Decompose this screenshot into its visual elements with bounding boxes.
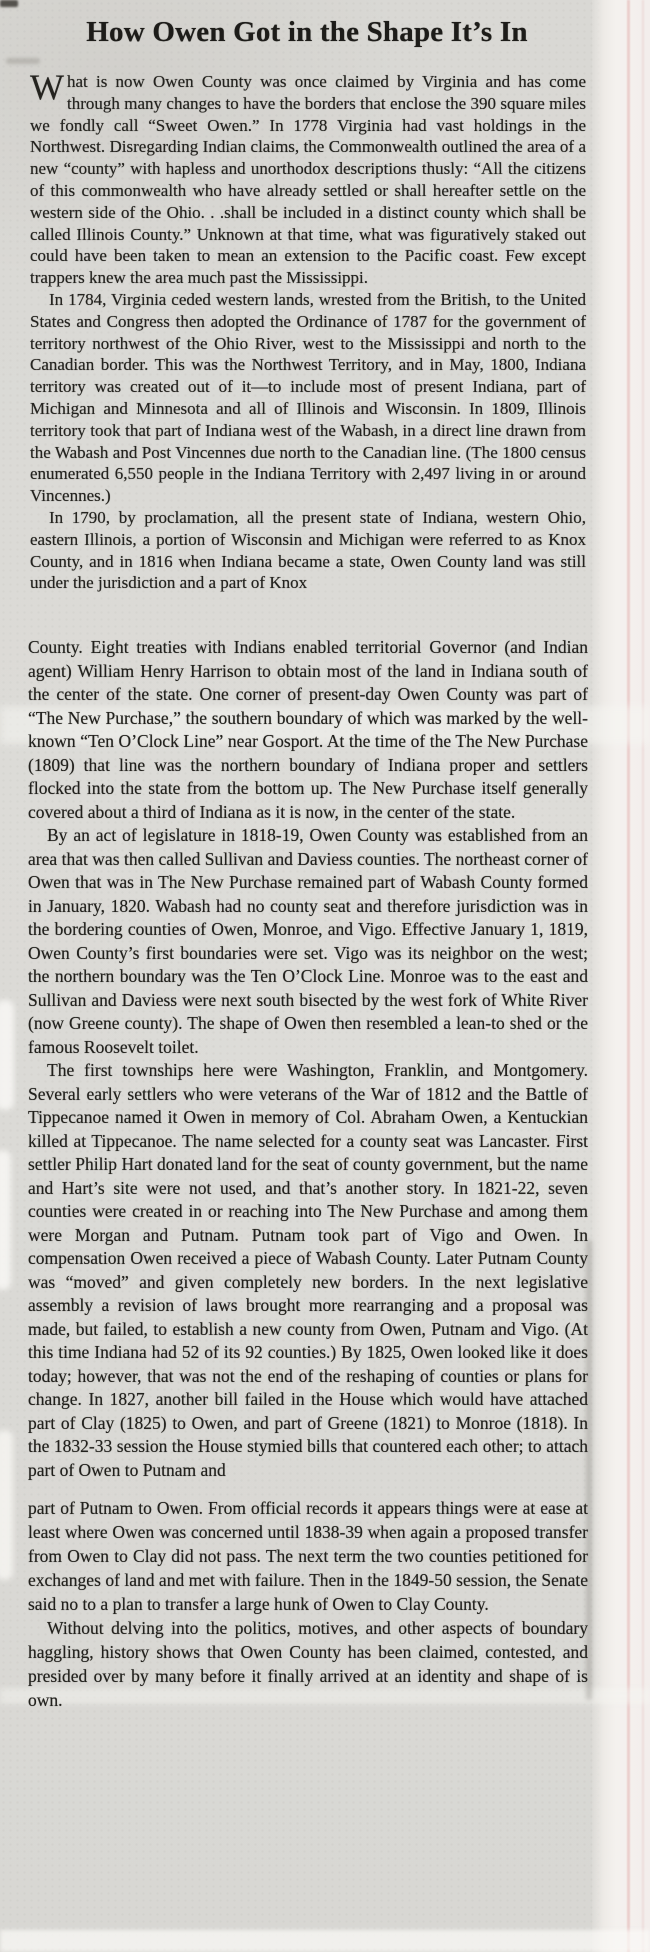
scan-segment-3	[28, 1496, 588, 1712]
paragraph: In 1784, Virginia ceded western lands, wrested from the British, to the United States and Congress then adopted the Ordinance of 1787 for the government of territory northwest of the Ohio River, west to the Mississippi and north to the Canadian border. This was the Northwest Territory, and in May, 1800, Indiana territory was created out of it—to include most of present Indiana, part of Michigan and Minnesota and all of Illinois and Wisconsin. In 1809, Illinois territory took that part of Indiana west of the Wabash, in a direct line drawn from the Wabash and Post Vincennes due north to the Canadian line. (The 1800 census enumerated 6,550 people in the Indiana Territory with 2,497 living in or around Vincennes.)	[30, 289, 586, 506]
scan-segment-1	[30, 67, 586, 594]
scan-segment-2	[28, 636, 588, 1482]
paragraph: What is now Owen County was once claimed by Virginia and has come through many changes to have the borders that enclose the 390 square miles we fondly call “Sweet Owen.” In 1778 Virginia had vast holdings in the Northwest. Disregarding Indian claims, the Commonwealth outlined the area of a new “county” with hapless and unorthodox descriptions thusly: “All the citizens of this commonwealth who have already settled or shall hereafter settle on the western side of the Ohio. . .shall be included in a distinct county which shall be called Illinois County.” Unknown at that time, what was figuratively staked out could have been taken to mean an extension to the Pacific coast. Few except trappers knew the area much past the Mississippi.	[30, 67, 586, 288]
page-title: How Owen Got in the Shape It’s In	[86, 16, 528, 48]
paragraph: The first townships here were Washington, Franklin, and Montgomery. Several early settlers who were veterans of the War of 1812 and the Battle of Tippecanoe named it Owen in memory of Col. Abraham Owen, a Kentuckian killed at Tippecanoe. The name selected for a county seat was Lancaster. First settler Philip Hart donated land for the seat of county government, but the name and Hart’s site were not used, and that’s another story. In 1821-22, seven counties were created in or reaching into The New Purchase and among them were Morgan and Putnam. Putnam took part of Vigo and Owen. In compensation Owen received a piece of Wabash County. Later Putnam County was “moved” and given completely new borders. In the next legislative assembly a revision of laws brought more rearranging and a proposal was made, but failed, to establish a new county from Owen, Putnam and Vigo. (At this time Indiana had 52 of its 92 counties.) By 1825, Owen looked like it does today; however, that was not the end of the reshaping of counties or plans for change. In 1827, another bill failed in the House which would have attached part of Clay (1825) to Owen, and part of Greene (1821) to Monroe (1818). In the 1832-33 session the House stymied bills that countered each other; to attach part of Owen to Putnam and	[28, 1060, 588, 1480]
paragraph: In 1790, by proclamation, all the present state of Indiana, western Ohio, eastern Illinois, a portion of Wisconsin and Michigan were referred to as Knox County, and in 1816 when Indiana became a state, Owen County land was still under the jurisdiction and a part of Knox	[30, 507, 586, 593]
paragraph: part of Putnam to Owen. From official records it appears things were at ease at least where Owen was concerned until 1838-39 when again a proposed transfer from Owen to Clay did not pass. The next term the two counties petitioned for exchanges of land and met with failure. Then in the 1849-50 session, the Senate said no to a plan to transfer a large hunk of Owen to Clay County.	[28, 1498, 588, 1615]
scan-blotch	[0, 1930, 650, 1952]
paragraph: By an act of legislature in 1818-19, Owen County was established from an area that was then called Sullivan and Daviess counties. The northeast corner of Owen that was in The New Purchase remained part of Wabash County formed in January, 1820. Wabash had no county seat and therefore jurisdiction was in the bordering counties of Owen, Monroe, and Vigo. Effective January 1, 1819, Owen County’s first boundaries were set. Vigo was its neighbor on the west; the northern boundary was the Ten O’Clock Line. Monroe was to the east and Sullivan and Daviess were next south bisected by the west fork of White River (now Greene county). The shape of Owen then resembled a lean-to shed or the famous Roosevelt toilet.	[28, 825, 588, 1057]
paragraph: County. Eight treaties with Indians enabled territorial Governor (and Indian agent) William Henry Harrison to obtain most of the land in Indiana south of the center of the state. One corner of present-day Owen County was part of “The New Purchase,” the southern boundary of which was marked by the well-known “Ten O’Clock Line” near Gosport. At the time of the The New Purchase (1809) that line was the northern boundary of Indiana proper and settlers flocked into the state from the bottom up. The New Purchase itself generally covered about a third of Indiana as it is now, in the center of the state.	[28, 637, 588, 822]
paragraph: Without delving into the politics, motives, and other aspects of boundary haggling, history shows that Owen County has been claimed, contested, and presided over by many before it finally arrived at an identity and shape of is own.	[28, 1618, 588, 1711]
